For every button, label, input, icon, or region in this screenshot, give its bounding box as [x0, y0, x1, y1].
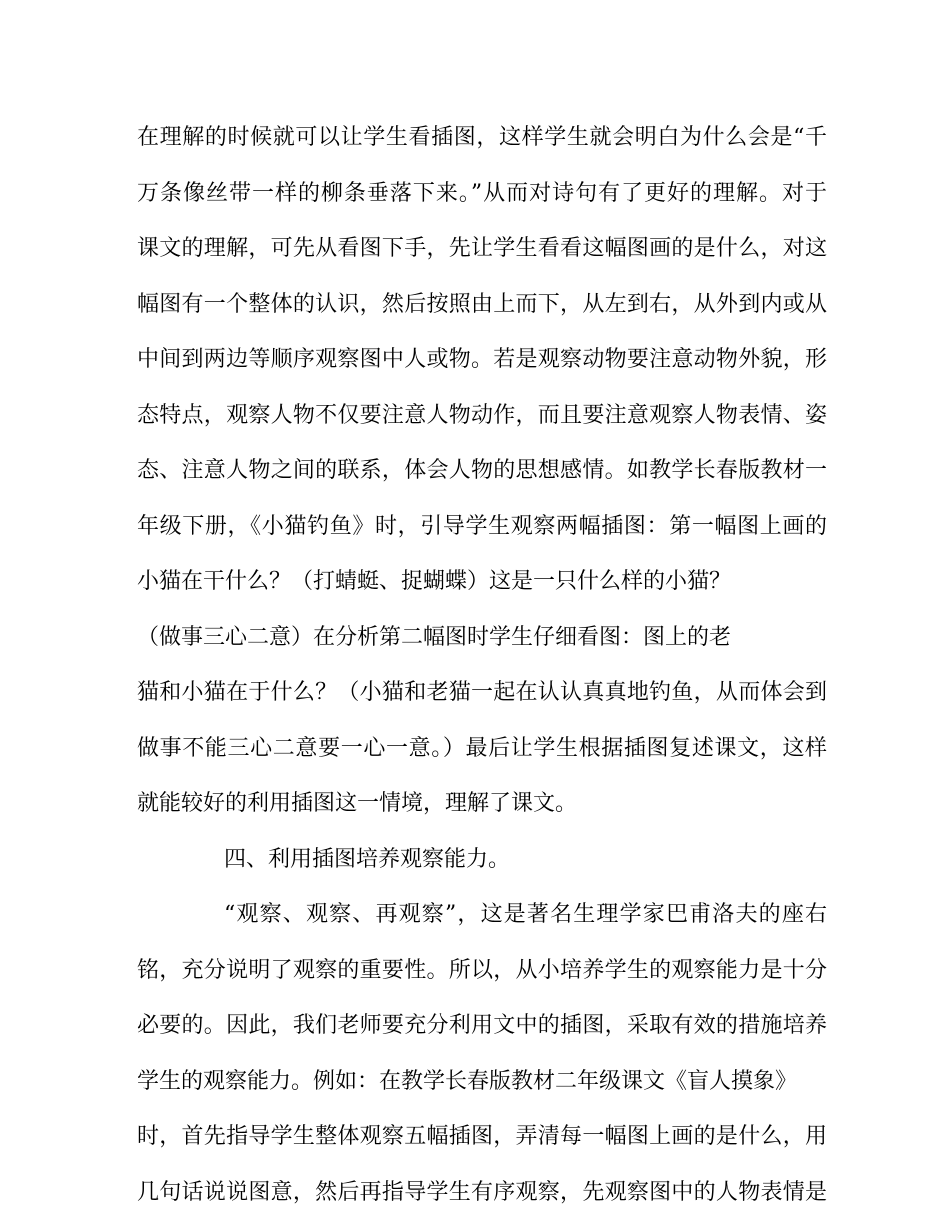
paragraph-line: 年级下册，《小猫钓鱼》时，引导学生观察两幅插图：第一幅图上画的 [137, 514, 827, 539]
paragraph-line: 必要的。因此，我们老师要充分利用文中的插图，采取有效的措施培养 [137, 1013, 827, 1038]
paragraph-line: 幅图有一个整体的认识，然后按照由上而下，从左到右，从外到内或从 [137, 292, 827, 317]
paragraph-line: 万条像丝带一样的柳条垂落下来。”从而对诗句有了更好的理解。对于 [137, 181, 827, 206]
paragraph-line: 中间到两边等顺序观察图中人或物。若是观察动物要注意动物外貌，形 [137, 347, 827, 372]
paragraph-line: 学生的观察能力。例如：在教学长春版教材二年级课文《盲人摸象》 [137, 1069, 798, 1094]
paragraph-line: 态特点，观察人物不仅要注意人物动作，而且要注意观察人物表情、姿 [137, 403, 827, 428]
paragraph-line: 做事不能三心二意要一心一意。）最后让学生根据插图复述课文，这样 [137, 736, 827, 761]
paragraph-line: （做事三心二意）在分析第二幅图时学生仔细看图：图上的老 [137, 625, 732, 650]
paragraph-line: 几句话说说图意，然后再指导学生有序观察，先观察图中的人物表情是 [137, 1180, 827, 1205]
paragraph-line: 就能较好的利用插图这一情境，理解了课文。 [137, 791, 578, 816]
paragraph-line: 态、注意人物之间的联系，体会人物的思想感情。如教学长春版教材一 [137, 458, 827, 483]
paragraph-line: “观察、观察、再观察”，这是著名生理学家巴甫洛夫的座右 [224, 902, 827, 927]
section-heading: 四、利用插图培养观察能力。 [224, 847, 511, 872]
paragraph-line: 小猫在干什么？（打蜻蜓、捉蝴蝶）这是一只什么样的小猫？ [137, 569, 732, 594]
paragraph-line: 时，首先指导学生整体观察五幅插图，弄清每一幅图上画的是什么，用 [137, 1124, 827, 1149]
paragraph-line: 铭，充分说明了观察的重要性。所以，从小培养学生的观察能力是十分 [137, 958, 827, 983]
paragraph-line: 猫和小猫在于什么？（小猫和老猫一起在认认真真地钓鱼，从而体会到 [137, 680, 827, 705]
paragraph-line: 在理解的时候就可以让学生看插图，这样学生就会明白为什么会是“千 [137, 125, 827, 150]
paragraph-line: 课文的理解，可先从看图下手，先让学生看看这幅图画的是什么，对这 [137, 236, 827, 261]
